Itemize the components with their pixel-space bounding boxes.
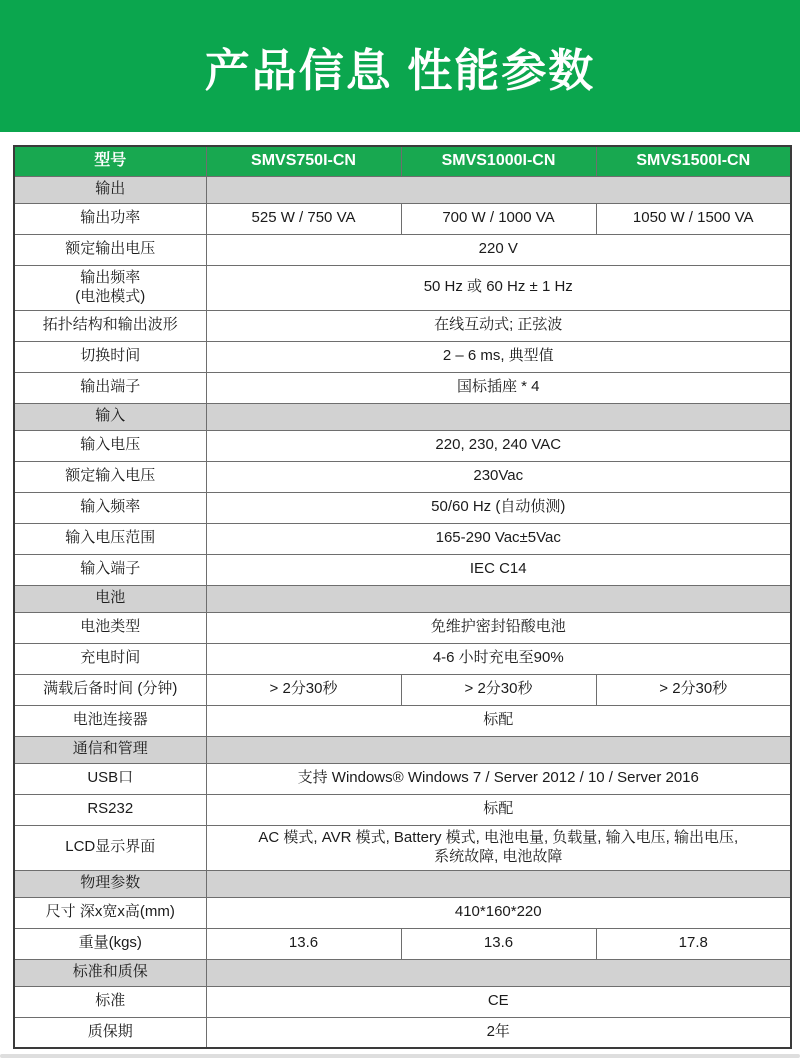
spec-value: 50/60 Hz (自动侦测) xyxy=(206,492,791,523)
spec-row xyxy=(14,825,791,870)
model-header-row xyxy=(14,146,791,176)
spec-value: > 2分30秒 xyxy=(206,674,401,705)
spec-label: 标准 xyxy=(14,986,206,1017)
spec-row xyxy=(14,986,791,1017)
spec-label: 额定输入电压 xyxy=(14,461,206,492)
spec-row xyxy=(14,674,791,705)
spec-value: CE xyxy=(206,986,791,1017)
section-label: 标准和质保 xyxy=(14,959,206,986)
spec-row xyxy=(14,341,791,372)
spec-label: 切换时间 xyxy=(14,341,206,372)
spec-label: 额定输出电压 xyxy=(14,234,206,265)
section-label: 通信和管理 xyxy=(14,736,206,763)
spec-label: 尺寸 深x宽x高(mm) xyxy=(14,897,206,928)
spec-label: 满载后备时间 (分钟) xyxy=(14,674,206,705)
section-filler xyxy=(206,870,791,897)
section-row xyxy=(14,959,791,986)
section-label: 物理参数 xyxy=(14,870,206,897)
spec-value: 支持 Windows® Windows 7 / Server 2012 / 10 / Server 2016 xyxy=(206,763,791,794)
section-filler xyxy=(206,176,791,203)
spec-value: > 2分30秒 xyxy=(401,674,596,705)
section-filler xyxy=(206,736,791,763)
section-row xyxy=(14,403,791,430)
spec-row xyxy=(14,234,791,265)
spec-label: 输入端子 xyxy=(14,554,206,585)
section-filler xyxy=(206,585,791,612)
spec-value-line1: AC 模式, AVR 模式, Battery 模式, 电池电量, 负载量, 输入电压, 输出电压, xyxy=(258,828,739,846)
spec-row xyxy=(14,794,791,825)
section-row xyxy=(14,585,791,612)
section-row xyxy=(14,176,791,203)
spec-value-line2: 系统故障, 电池故障 xyxy=(434,847,563,865)
spec-row xyxy=(14,430,791,461)
spec-label: 输入电压 xyxy=(14,430,206,461)
spec-row xyxy=(14,310,791,341)
spec-value: 220 V xyxy=(206,234,791,265)
spec-row xyxy=(14,897,791,928)
spec-row xyxy=(14,928,791,959)
spec-label: 拓扑结构和输出波形 xyxy=(14,310,206,341)
spec-label: 电池连接器 xyxy=(14,705,206,736)
section-row xyxy=(14,870,791,897)
spec-row xyxy=(14,203,791,234)
spec-value: 2 – 6 ms, 典型值 xyxy=(206,341,791,372)
spec-value: 2年 xyxy=(206,1017,791,1048)
spec-label: 重量(kgs) xyxy=(14,928,206,959)
spec-row xyxy=(14,461,791,492)
spec-label: 质保期 xyxy=(14,1017,206,1048)
spec-row xyxy=(14,763,791,794)
spec-value: 标配 xyxy=(206,705,791,736)
section-filler xyxy=(206,959,791,986)
spec-label: 充电时间 xyxy=(14,643,206,674)
page-title: 产品信息 性能参数 xyxy=(204,44,596,96)
spec-row xyxy=(14,612,791,643)
spec-value: 免维护密封铅酸电池 xyxy=(206,612,791,643)
spec-label: 输入电压范围 xyxy=(14,523,206,554)
spec-value xyxy=(206,825,791,870)
section-label: 输入 xyxy=(14,403,206,430)
spec-label: 输出端子 xyxy=(14,372,206,403)
spec-row xyxy=(14,643,791,674)
spec-row xyxy=(14,554,791,585)
spec-label xyxy=(14,265,206,310)
model-header-label: 型号 xyxy=(14,146,206,176)
spec-value: IEC C14 xyxy=(206,554,791,585)
spec-row xyxy=(14,492,791,523)
title-banner xyxy=(0,0,800,132)
spec-row xyxy=(14,372,791,403)
model-name-2: SMVS1000I-CN xyxy=(401,146,596,176)
spec-label: LCD显示界面 xyxy=(14,825,206,870)
spec-value: 410*160*220 xyxy=(206,897,791,928)
spec-label: 输入频率 xyxy=(14,492,206,523)
bottom-divider xyxy=(0,1054,800,1058)
spec-label: 输出功率 xyxy=(14,203,206,234)
spec-row xyxy=(14,523,791,554)
spec-label: 电池类型 xyxy=(14,612,206,643)
spec-value: 标配 xyxy=(206,794,791,825)
spec-value: 220, 230, 240 VAC xyxy=(206,430,791,461)
spec-label: USB口 xyxy=(14,763,206,794)
section-label: 输出 xyxy=(14,176,206,203)
spec-value: 50 Hz 或 60 Hz ± 1 Hz xyxy=(206,265,791,310)
spec-value: 230Vac xyxy=(206,461,791,492)
spec-label-line2: (电池模式) xyxy=(75,287,146,305)
spec-table-header xyxy=(14,146,791,176)
spec-value: > 2分30秒 xyxy=(596,674,791,705)
spec-value: 13.6 xyxy=(401,928,596,959)
spec-value: 在线互动式; 正弦波 xyxy=(206,310,791,341)
spec-table xyxy=(13,145,792,1049)
spec-value: 165-290 Vac±5Vac xyxy=(206,523,791,554)
spec-row xyxy=(14,705,791,736)
section-label: 电池 xyxy=(14,585,206,612)
spec-row xyxy=(14,265,791,310)
spec-label: RS232 xyxy=(14,794,206,825)
spec-value: 1050 W / 1500 VA xyxy=(596,203,791,234)
spec-row xyxy=(14,1017,791,1048)
model-name-3: SMVS1500I-CN xyxy=(596,146,791,176)
spec-value: 13.6 xyxy=(206,928,401,959)
section-row xyxy=(14,736,791,763)
spec-label-line1: 输出频率 xyxy=(80,268,141,286)
spec-value: 国标插座 * 4 xyxy=(206,372,791,403)
spec-value: 700 W / 1000 VA xyxy=(401,203,596,234)
model-name-1: SMVS750I-CN xyxy=(206,146,401,176)
spec-value: 4-6 小时充电至90% xyxy=(206,643,791,674)
section-filler xyxy=(206,403,791,430)
spec-value: 17.8 xyxy=(596,928,791,959)
spec-table-body xyxy=(14,176,791,1048)
spec-value: 525 W / 750 VA xyxy=(206,203,401,234)
